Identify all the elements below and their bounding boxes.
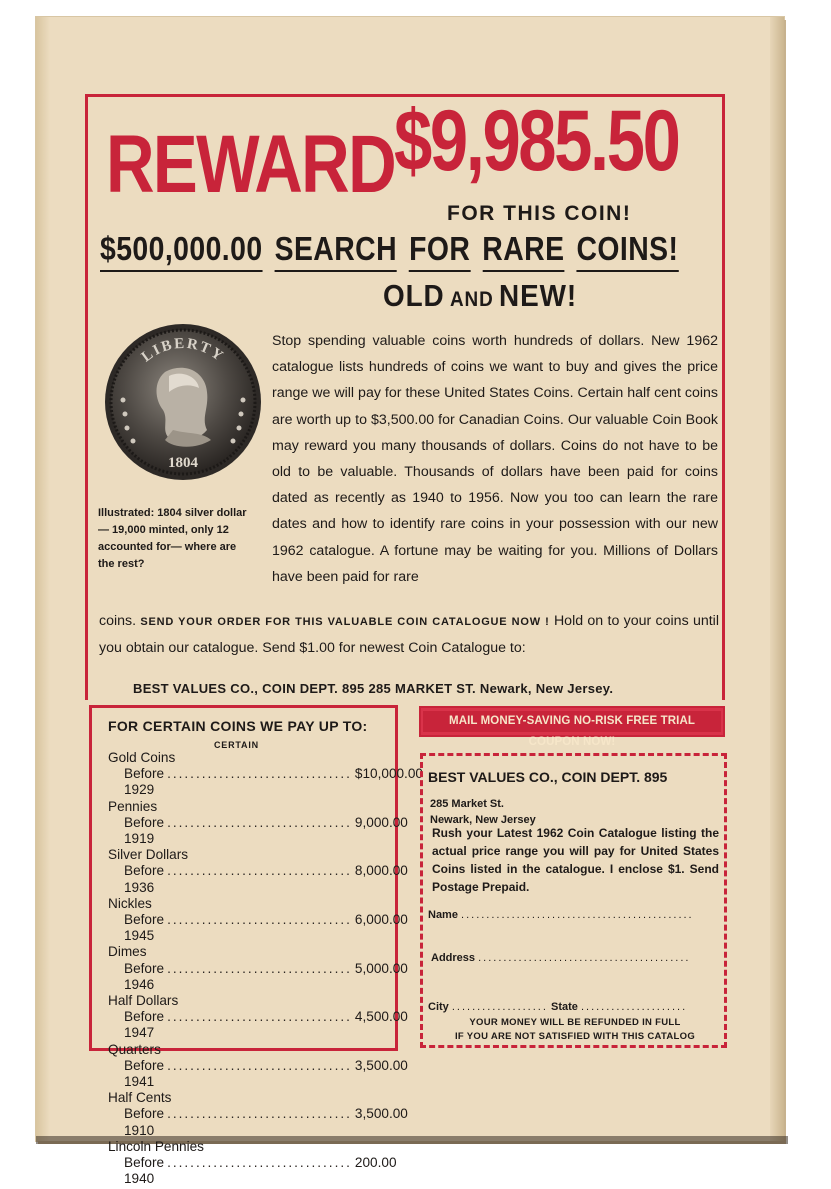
price-date: Before 1947 — [124, 1009, 165, 1041]
coin-year: 1804 — [168, 455, 198, 471]
name-label: Name — [428, 909, 458, 921]
leader-dots: ................................ — [167, 814, 352, 830]
price-value: 3,500.00 — [354, 1057, 408, 1073]
leader-dots: ................................ — [167, 1155, 352, 1171]
price-list — [108, 750, 423, 1187]
page-spine — [36, 17, 50, 1141]
coupon-name-field[interactable]: Name .............................................. — [428, 909, 694, 921]
price-date: Before 1941 — [124, 1057, 165, 1090]
price-value: 3,500.00 — [354, 1106, 408, 1122]
price-row — [108, 912, 408, 944]
price-table-heading: FOR CERTAIN COINS WE PAY UP TO: — [108, 718, 368, 734]
silver-dollar-coin-image — [103, 322, 263, 482]
coupon-title: BEST VALUES CO., COIN DEPT. 895 — [428, 769, 668, 785]
price-row — [108, 766, 423, 798]
leader-dots: ................................ — [167, 960, 352, 976]
and-word: AND — [449, 288, 494, 311]
refund-line-2: IF YOU ARE NOT SATISFIED WITH THIS CATALOG — [454, 1031, 696, 1042]
state-label: State — [550, 1001, 578, 1013]
for-word: FOR — [409, 230, 470, 272]
coupon-banner — [419, 706, 725, 748]
leader-dots: ................................ — [167, 1106, 352, 1122]
reward-amount: $9,985.50 — [394, 93, 679, 189]
leader-dots: ................................ — [167, 912, 352, 928]
coupon-city-state-field[interactable]: City ................... State ..................... — [428, 1001, 688, 1013]
price-category: Lincoln Pennies — [108, 1138, 204, 1154]
price-value: 9,000.00 — [354, 814, 408, 830]
price-row — [108, 1009, 408, 1041]
coupon-street: 285 Market St. — [430, 798, 504, 810]
company-address: BEST VALUES CO., COIN DEPT. 895 285 MARKET ST. Newark, New Jersey. — [133, 681, 614, 696]
coupon-city-line: Newark, New Jersey — [430, 814, 536, 826]
price-category: Nickles — [108, 895, 152, 911]
old-and-new-headline — [383, 278, 577, 314]
for-this-coin: FOR THIS COIN! — [447, 202, 632, 225]
coins-word: COINS! — [576, 230, 678, 272]
price-value: $10,000.00 — [354, 766, 423, 782]
refund-line-1: YOUR MONEY WILL BE REFUNDED IN FULL — [469, 1017, 681, 1028]
old-word: OLD — [383, 278, 445, 313]
price-category: Quarters — [108, 1041, 161, 1057]
search-amount: $500,000.00 — [100, 230, 263, 272]
price-category: Silver Dollars — [108, 847, 189, 863]
price-row — [108, 1106, 408, 1138]
price-value: 8,000.00 — [354, 863, 408, 879]
price-date: Before 1946 — [124, 960, 165, 992]
reward-headline: REWARD — [106, 119, 395, 210]
coupon-banner-text: MAIL MONEY-SAVING NO-RISK FREE TRIAL COUPON NOW! — [423, 711, 721, 732]
price-value: 6,000.00 — [354, 912, 408, 928]
city-label: City — [428, 1001, 449, 1013]
body-closing: Hold on to your coins until you obtain our catalogue. Send $1.00 for newest Coin Catalogue to: — [99, 613, 719, 657]
price-row — [108, 1057, 408, 1090]
search-headline — [100, 230, 690, 272]
price-row — [108, 1155, 397, 1187]
price-date: Before 1919 — [124, 814, 165, 847]
price-category: Half Cents — [108, 1090, 172, 1106]
leader-dots: ................................ — [167, 1057, 352, 1073]
order-callout: SEND YOUR ORDER FOR THIS VALUABLE COIN CATALOGUE NOW ! — [140, 616, 550, 628]
rare-word: RARE — [482, 230, 564, 272]
ad-body-continued — [99, 608, 719, 662]
price-date: Before 1945 — [124, 912, 165, 944]
search-word: SEARCH — [275, 230, 397, 272]
price-category: Pennies — [108, 798, 158, 814]
price-row — [108, 814, 408, 847]
price-value: 4,500.00 — [354, 1009, 408, 1025]
coin-caption: Illustrated: 1804 silver dollar — 19,000 minted, only 12 accounted for— where are the rest? — [98, 507, 247, 570]
price-value: 5,000.00 — [354, 960, 408, 976]
coin-legend: LIBERTY — [138, 335, 228, 366]
price-date: Before 1929 — [124, 766, 165, 798]
price-category: Gold Coins — [108, 750, 176, 765]
coupon-address-field[interactable]: Address .......................................... — [431, 952, 691, 964]
address-label: Address — [431, 952, 476, 964]
refund-guarantee — [430, 1016, 720, 1044]
coupon-body: Rush your Latest 1962 Coin Catalogue listing the actual price range you will pay for United States Coins listed in the catalogue. I enclose $1. Send Postage Prepaid. — [432, 826, 719, 894]
price-value: 200.00 — [354, 1155, 397, 1171]
price-row — [108, 863, 408, 895]
body-coins-word: coins. — [99, 613, 137, 629]
leader-dots: ................................ — [167, 1009, 352, 1025]
price-date: Before 1936 — [124, 863, 165, 895]
price-row — [108, 960, 408, 993]
price-date: Before 1940 — [124, 1155, 165, 1187]
leader-dots: ................................ — [167, 863, 352, 879]
price-category: Half Dollars — [108, 993, 179, 1009]
price-date: Before 1910 — [124, 1106, 165, 1138]
ad-body-text: Stop spending valuable coins worth hundreds of dollars. New 1962 catalogue lists hundreds of coins we want to buy and gives the price range we will pay for these United States Coins. Certain half cent coins are worth up to $3,500.00 for Canadian Coins. Our valuable Coin Book may reward you many thousands of dollars. Coins do not have to be old to be valuable. Thousands of dollars have been paid for coins dated as recently as 1940 to 1956. Now you too can learn the rare dates and how to identify rare coins in your possession with our new 1962 catalogue. A fortune may be waiting for you. Millions of Dollars have been paid for rare — [272, 333, 718, 585]
price-category: Dimes — [108, 944, 147, 960]
new-word: NEW! — [499, 278, 578, 313]
leader-dots: ................................ — [167, 766, 352, 782]
page-edge — [770, 17, 784, 1141]
price-table-subheading: CERTAIN — [214, 740, 259, 750]
